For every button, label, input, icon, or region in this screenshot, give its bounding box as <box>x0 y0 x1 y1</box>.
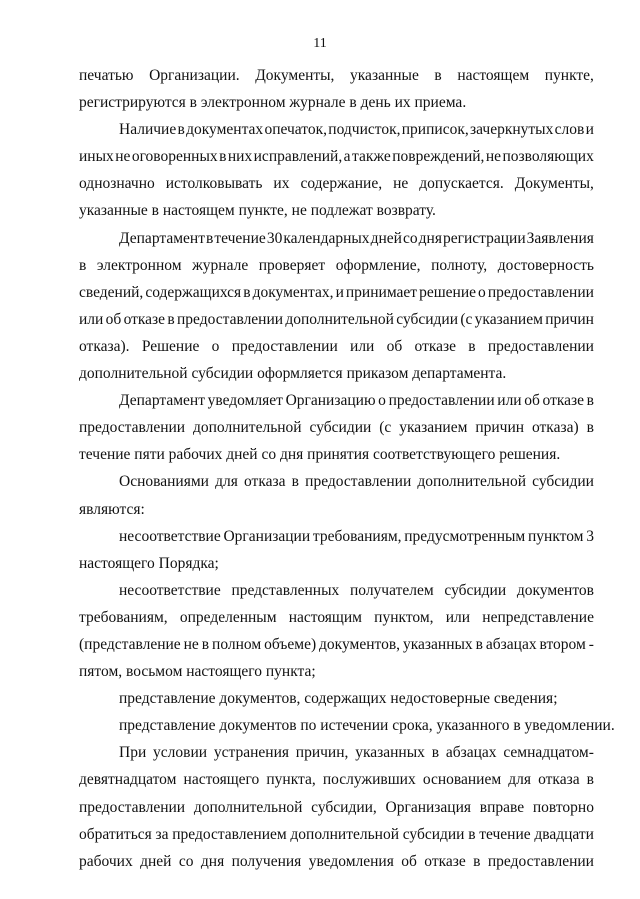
text-word: оформление, <box>335 256 421 274</box>
text-line <box>79 414 594 441</box>
text-word: электронном <box>96 256 182 274</box>
text-line <box>79 631 594 658</box>
text-word: Департамент <box>119 392 205 410</box>
text-word: со <box>178 852 194 870</box>
text-line <box>79 143 594 170</box>
text-word: вправе <box>479 798 525 816</box>
text-word: достоверность <box>497 256 594 274</box>
text-word: абзацах <box>445 744 497 762</box>
text-word: Документы, <box>255 67 335 84</box>
text-word: допускается. <box>419 175 504 193</box>
body-text <box>79 62 615 875</box>
text-word: абзацах <box>485 635 537 653</box>
text-word: дня <box>200 852 225 870</box>
text-word: отказе <box>414 337 457 355</box>
text-word: или <box>79 310 104 328</box>
text-word: определенным <box>179 608 277 626</box>
text-line <box>79 360 594 387</box>
text-word: указанных <box>355 744 425 762</box>
text-word: в <box>201 635 210 653</box>
text-line <box>79 577 594 604</box>
text-word: в <box>586 392 594 410</box>
text-word: втором <box>539 635 586 653</box>
text-word: в <box>475 635 483 653</box>
text-word: печатью <box>79 67 134 84</box>
text-line <box>79 658 594 685</box>
text-word: настоящего Порядка; <box>79 554 219 572</box>
text-word: в <box>468 825 476 843</box>
text-word: пункте, <box>544 67 594 84</box>
text-line <box>79 739 594 766</box>
text-word: не <box>183 635 199 653</box>
text-word: отказе <box>542 392 585 410</box>
text-word: субсидии <box>532 473 594 491</box>
text-word: Документы, <box>514 175 594 193</box>
text-word: дополнительной <box>285 310 394 328</box>
text-word: причин, <box>295 744 349 762</box>
text-line <box>79 89 594 116</box>
text-word: дней <box>140 852 172 870</box>
text-word: предоставлением <box>172 825 287 843</box>
text-word: 3 <box>586 527 594 545</box>
text-word: в <box>473 852 481 870</box>
text-line <box>79 387 594 414</box>
text-word: непредставление <box>482 608 594 626</box>
text-word: истолковывать <box>165 175 263 193</box>
text-word: указанные <box>350 67 419 84</box>
text-word: предоставлении <box>487 283 594 301</box>
text-word: содержание, <box>300 175 383 193</box>
text-word: о <box>211 337 220 355</box>
text-word: со <box>402 229 418 247</box>
text-word: принимает <box>345 283 418 301</box>
text-line <box>79 821 594 848</box>
text-word: субсидии <box>402 825 465 843</box>
text-word: и <box>585 121 594 139</box>
text-word: в <box>206 229 214 247</box>
text-word: содержащихся <box>145 283 242 301</box>
text-word: об <box>524 392 540 410</box>
text-word: слов <box>554 121 585 139</box>
text-line <box>79 62 594 89</box>
text-word: в <box>468 337 476 355</box>
text-word: однозначно <box>79 175 155 193</box>
text-word: иных <box>79 148 114 166</box>
text-word: представление документов, содержащих недостоверные сведения; <box>119 690 558 708</box>
text-word: дополнительной <box>290 825 400 843</box>
text-word: субсидии <box>309 419 372 437</box>
text-word: Заявления <box>526 229 594 247</box>
text-word: предоставлении <box>487 337 594 355</box>
text-word: в <box>243 283 251 301</box>
text-word: предоставлении <box>79 798 186 816</box>
text-word: для <box>508 771 531 789</box>
text-word: и <box>335 283 344 301</box>
text-word: проверяет <box>258 256 326 274</box>
text-word: сведений, <box>79 283 144 301</box>
text-word: дней <box>370 229 402 247</box>
text-word: в <box>291 473 299 491</box>
text-line <box>79 766 594 793</box>
text-word: (с <box>379 419 392 437</box>
text-line <box>79 712 615 739</box>
text-word: или <box>350 337 375 355</box>
text-word: пунктом, <box>374 608 434 626</box>
text-word: Организация <box>385 798 472 816</box>
text-word: (представление <box>79 635 181 653</box>
text-word: или <box>445 608 471 626</box>
text-word: документов <box>516 581 594 599</box>
text-line <box>79 848 594 875</box>
text-word: несоответствие <box>119 581 221 599</box>
text-word: для <box>215 473 238 491</box>
text-word: течение <box>214 229 266 247</box>
text-word: о <box>378 392 386 410</box>
text-word: являются: <box>79 500 145 518</box>
text-word: дополнительной <box>193 419 302 437</box>
text-word: объеме) <box>264 635 317 653</box>
text-word: предоставлении <box>231 337 338 355</box>
text-word: Организацию <box>285 392 376 410</box>
text-word: дополнительной субсидии оформляется приказом департамента. <box>79 365 507 383</box>
text-word: требованиям, <box>312 527 402 545</box>
text-word: не <box>115 148 131 166</box>
text-word: документов, <box>319 635 401 653</box>
text-word: календарных <box>283 229 370 247</box>
text-line <box>79 279 594 306</box>
text-word: а <box>343 148 351 166</box>
text-word: об <box>386 337 403 355</box>
text-line <box>79 794 594 821</box>
text-line <box>79 604 594 631</box>
text-word: Основаниями <box>119 473 209 491</box>
text-word: опечаток, <box>264 121 328 139</box>
text-word: отказе <box>123 310 166 328</box>
text-word: отказа <box>538 771 580 789</box>
text-word: субсидии <box>396 310 459 328</box>
text-word: полном <box>212 635 262 653</box>
text-word: в <box>434 67 442 84</box>
text-word: причин <box>475 419 525 437</box>
text-word: предоставлении <box>79 419 186 437</box>
text-word: в <box>586 771 594 789</box>
text-word: требованиям, <box>79 608 168 626</box>
text-word: не <box>485 148 502 166</box>
text-line <box>79 306 594 333</box>
text-word: или <box>497 392 522 410</box>
text-word: обратиться <box>79 825 152 843</box>
text-word: Департамент <box>119 229 205 247</box>
text-word: уведомления <box>308 852 394 870</box>
text-word: в <box>219 148 227 166</box>
text-line <box>79 116 594 143</box>
text-word: субсидии <box>444 581 507 599</box>
text-word: отказа <box>244 473 286 491</box>
text-line <box>79 252 594 279</box>
text-word: позволяющих <box>502 148 594 166</box>
text-word: представленных <box>231 581 340 599</box>
text-word: (с <box>460 310 473 328</box>
text-word: течение <box>479 825 531 843</box>
text-word: в <box>177 121 185 139</box>
text-word: документах <box>186 121 264 139</box>
text-word: отказе <box>424 852 466 870</box>
text-word: решение <box>419 283 477 301</box>
text-word: двадцати <box>534 825 594 843</box>
text-word: предоставлении <box>388 392 495 410</box>
text-word: полноту, <box>431 256 488 274</box>
text-word: отказа). <box>79 337 130 355</box>
text-word: документах, <box>252 283 334 301</box>
text-word: исправлений, <box>253 148 343 166</box>
text-word: дня <box>418 229 442 247</box>
text-word: При <box>119 744 147 762</box>
text-word: получателем <box>349 581 434 599</box>
text-line <box>79 523 594 550</box>
text-word: зачеркнутых <box>470 121 554 139</box>
text-word: в <box>79 256 87 274</box>
text-word: указанием <box>399 419 468 437</box>
text-word: в <box>431 744 440 762</box>
text-line <box>79 170 594 197</box>
text-word: предусмотренным <box>404 527 526 545</box>
text-word: об <box>401 852 417 870</box>
text-word: 30 <box>266 229 283 247</box>
text-line <box>79 550 594 577</box>
text-word: регистрируются в электронном журнале в день их приема. <box>79 94 467 112</box>
text-word: Организации. <box>149 67 240 84</box>
text-word: в <box>167 310 175 328</box>
text-word: подчисток, <box>328 121 401 139</box>
text-word: приписок, <box>401 121 469 139</box>
text-word: основанием <box>422 771 502 789</box>
text-word: настоящим <box>288 608 362 626</box>
text-word: течение пяти рабочих дней со дня принятия соответствующего решения. <box>79 446 561 464</box>
text-word: настоящего <box>183 771 260 789</box>
text-word: указанных <box>402 635 473 653</box>
text-word: регистрации <box>442 229 526 247</box>
text-word: пунктом <box>527 527 584 545</box>
text-word: условии <box>153 744 208 762</box>
text-word: Решение <box>141 337 200 355</box>
text-word: повторно <box>532 798 594 816</box>
text-line <box>79 333 594 360</box>
text-word: предоставлении <box>176 310 284 328</box>
text-word: них <box>227 148 253 166</box>
text-word: несоответствие <box>119 527 221 545</box>
text-line <box>79 197 594 224</box>
text-line <box>79 468 594 495</box>
text-word: устранения <box>213 744 289 762</box>
text-word: - <box>588 635 594 653</box>
text-word: предоставлении <box>487 852 594 870</box>
text-word: представление документов по истечении срока, указанного в уведомлении. <box>119 717 615 735</box>
text-word: Наличие <box>119 121 177 139</box>
text-word: причин <box>545 310 594 328</box>
text-line <box>79 496 594 523</box>
text-word: повреждений, <box>392 148 485 166</box>
text-word: журнале <box>192 256 249 274</box>
text-word: не <box>393 175 409 193</box>
text-line <box>79 685 594 712</box>
text-line <box>79 225 594 252</box>
text-word: указанные в настоящем пункте, не подлежат возврату. <box>79 202 436 220</box>
text-word: получения <box>231 852 302 870</box>
text-word: в <box>586 419 594 437</box>
text-word: предоставлении <box>305 473 412 491</box>
text-word: девятнадцатом <box>79 771 177 789</box>
text-word: настоящем <box>457 67 530 84</box>
text-word: пятом, восьмом настоящего пункта; <box>79 663 316 681</box>
text-word: семнадцатом- <box>503 744 594 762</box>
text-word: уведомляет <box>207 392 283 410</box>
text-word: послуживших <box>322 771 416 789</box>
text-word: пункта, <box>266 771 316 789</box>
page-number: 11 <box>313 36 327 51</box>
text-line <box>79 441 594 468</box>
text-word: за <box>155 825 169 843</box>
text-word: указанием <box>474 310 543 328</box>
text-word: субсидии, <box>311 798 377 816</box>
text-word: Организации <box>223 527 311 545</box>
text-word: дополнительной <box>417 473 526 491</box>
text-word: также <box>352 148 391 166</box>
text-word: оговоренных <box>131 148 218 166</box>
text-word: дополнительной <box>193 798 303 816</box>
text-word: об <box>105 310 122 328</box>
text-word: о <box>478 283 486 301</box>
text-word: отказа) <box>531 419 579 437</box>
text-word: рабочих <box>79 852 133 870</box>
text-word: их <box>273 175 290 193</box>
